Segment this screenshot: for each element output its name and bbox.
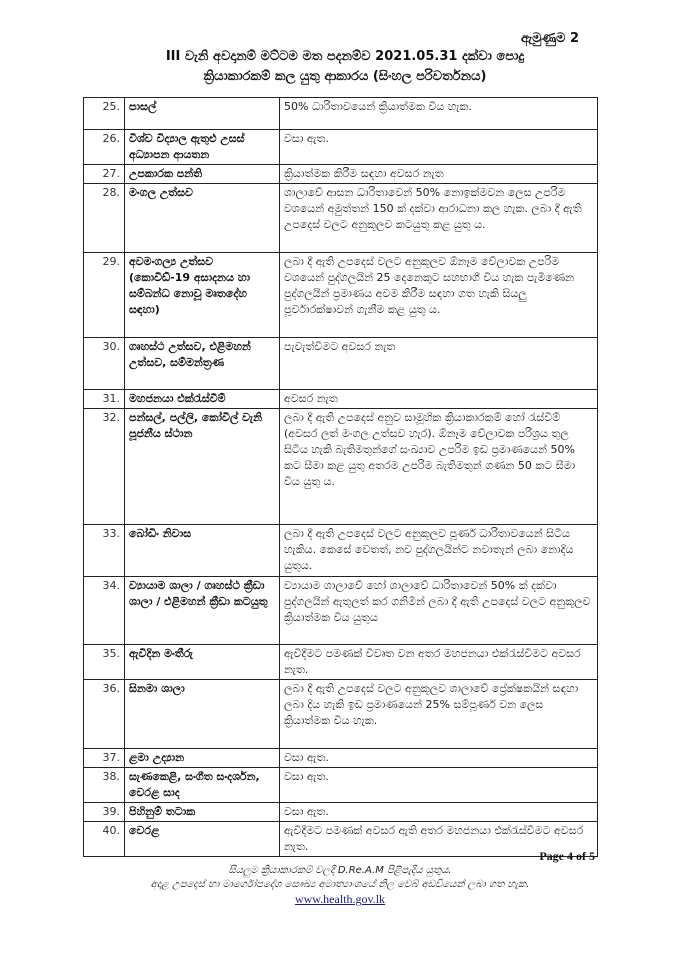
activity-name: පාසල් [125,98,280,130]
row-number: 32. [84,409,125,525]
activity-rule: වසා ඇත. [280,768,598,803]
table-row [84,768,598,803]
footer-line-1: සියලුම ක්‍රියාකාරකම් වලදී D.Re.A.M පිළිපැදිය යුතුය. [228,865,452,876]
row-number: 38. [84,768,125,803]
activity-name: මහජනයා එක්රැස්වීම් [125,390,280,409]
activity-name: මංගල උත්සව [125,184,280,253]
row-number: 28. [84,184,125,253]
row-number: 29. [84,253,125,338]
row-number: 34. [84,577,125,645]
row-number: 37. [84,749,125,768]
row-number: 27. [84,165,125,184]
activity-rule: ඇවිදීමට පමණක් අවසර ඇති අතර මහජනයා එක්රැස්වීමට අවසර නැත. [280,822,598,857]
table-row [84,409,598,525]
activity-name: පිහිනුම් තටාක [125,803,280,822]
table-row [84,253,598,338]
row-number: 36. [84,680,125,749]
activity-rule: ලබා දී ඇති උපදෙස් වලට අනුකූලව පූර්ණ ධාරිතාවයෙන් සිටිය හැකිය. කෙසේ වෙතත්, නව පුද්ගලයින්ට නවාතැන් ලබා නොදිය යුතුය. [280,525,598,577]
title-line-2: ක්‍රියාකාරකම් කල යුතු ආකාරය (සිංහල පරිවර්තනය) [203,69,487,84]
footer [40,864,640,908]
activity-rule: ලබා දී ඇති උපදෙස් අනුව සාමූහික ක්‍රියාකාරකම් හෝ රැස්වීම් (අවසර ලත් මංගල උත්සව හැර). ඕනෑම වේලාවක පරිශ්‍රය තුල සිටිය හැකි බැතිමතුන්ගේ සංඛ්‍යාව උපරිම ඉඩ ප්‍රමාණයෙන් 50% කට සීමා කළ යුතු අතරම උපරිම බැතිමතුන් ගණන 50 කට සීමා විය යුතු ය. [280,409,598,525]
annex-label: ඇමුණුම 2 [520,31,579,46]
table-row [84,98,598,130]
health-website-link[interactable]: www.health.gov.lk [294,892,386,906]
footer-line-2: අදාළ උපදෙස් හා මාර්ගෝපදේශ සෞඛ්‍ය අමාත්‍යාංශයේ නිල වෙබ් අඩවියෙන් ලබා ගත හැක. [150,879,530,890]
activity-name: සිනමා ශාලා [125,680,280,749]
activities-table [83,97,598,857]
table-row [84,803,598,822]
activity-rule: පැවැත්වීමට අවසර නැත [280,338,598,390]
row-number: 30. [84,338,125,390]
activity-name: පන්සල්, පල්ලි, කෝවිල් වැනි පූජනීය ස්ථාන [125,409,280,525]
activity-name: සැණකෙළි, සංගීත සංදර්ශන, වෙරළ සාද [125,768,280,803]
activity-rule: ලබා දී ඇති උපදෙස් වලට අනුකූලව ශාලාවේ ප්‍රේක්ෂකයින් සඳහා ලබා දිය හැකි ඉඩ ප්‍රමාණයෙන් 25% සම්පූර්ණ වන ලෙස ක්‍රියාත්මක විය හැක. [280,680,598,749]
activity-rule: වසා ඇත. [280,130,598,165]
activity-rule: ශාලාවේ ආසන ධාරිතාවෙන් 50% නොඉක්මවන ලෙස උපරිම වශයෙන් අමුත්තන් 150 ක් දක්වා ආරාධනා කල හැක. ලබා දී ඇති උපදෙස් වලට අනුකූලව කටයුතු කළ යුතු ය. [280,184,598,253]
table-row [84,184,598,253]
table-row [84,390,598,409]
activity-name: විශ්ව විද්‍යාල ඇතුළු උසස් අධ්‍යාපන ආයතන [125,130,280,165]
table-row [84,749,598,768]
activity-name: උපකාරක පන්ති [125,165,280,184]
row-number: 40. [84,822,125,857]
table-row [84,338,598,390]
activity-rule: ඇවිදීමට පමණක් විවෘත වන අතර මහජනයා එක්රැස්වීමට අවසර නැත. [280,645,598,680]
row-number: 39. [84,803,125,822]
activity-name: වෙරළ [125,822,280,857]
activity-rule: ක්‍රියාත්මක කිරීම සඳහා අවසර නැත [280,165,598,184]
table-row [84,822,598,857]
activity-rule: ලබා දී ඇති උපදෙස් වලට අනුකූලව ඕනෑම වේලාවක උපරිම වශයෙන් පුද්ගලයින් 25 දෙනෙකුට සහභාගී විය හැක පැමිණෙන පුද්ගලයින් ප්‍රමාණය අවම කිරීම සඳහා ගත හැකි සියලු පූර්වාරක්ෂාවන් ගැනීම කළ යුතු ය. [280,253,598,338]
activity-name: අවමංගල්‍ය උත්සව (කොවිඩ්-19 අසාදනය හා සම්බන්ධ නොවූ මෘතදේහ සඳහා) [125,253,280,338]
row-number: 33. [84,525,125,577]
activity-rule: ව්‍යායාම ශාලාවේ හෝ ශාලාවේ ධාරිතාවෙන් 50% ක් දක්වා පුද්ගලයින් ඇතුලත් කර ගනිමින් ලබා දී ඇති උපදෙස් වලට අනුකූලව ක්‍රියාත්මක විය යුතුය [280,577,598,645]
row-number: 35. [84,645,125,680]
document-title [90,47,600,87]
table-row [84,130,598,165]
table-row [84,680,598,749]
title-line-1: III වැනි අවදානම් මට්ටම මත පදනම්ව 2021.05.31 දක්වා පොදු [165,49,525,64]
table-row [84,645,598,680]
activity-name: ඇවිදින මංතීරු [125,645,280,680]
activity-rule: වසා ඇත. [280,749,598,768]
activity-rule: අවසර නැත [280,390,598,409]
activity-name: බෝඩිං නිවාස [125,525,280,577]
row-number: 31. [84,390,125,409]
table-row [84,525,598,577]
activity-name: ළමා උද්‍යාන [125,749,280,768]
activity-rule: වසා ඇත. [280,803,598,822]
row-number: 26. [84,130,125,165]
page-number: Page 4 of 5 [539,849,595,863]
table-row [84,165,598,184]
activity-name: ව්‍යායාම ශාලා / ගෘහස්ථ ක්‍රීඩා ශාලා / එළිමහන් ක්‍රීඩා කටයුතු [125,577,280,645]
activity-name: ගෘහස්ථ උත්සව, එළිමහන් උත්සව, සම්මන්ත්‍රණ [125,338,280,390]
activity-rule: 50% ධාරිතාවයෙන් ක්‍රියාත්මක විය හැක. [280,98,598,130]
table-row [84,577,598,645]
row-number: 25. [84,98,125,130]
